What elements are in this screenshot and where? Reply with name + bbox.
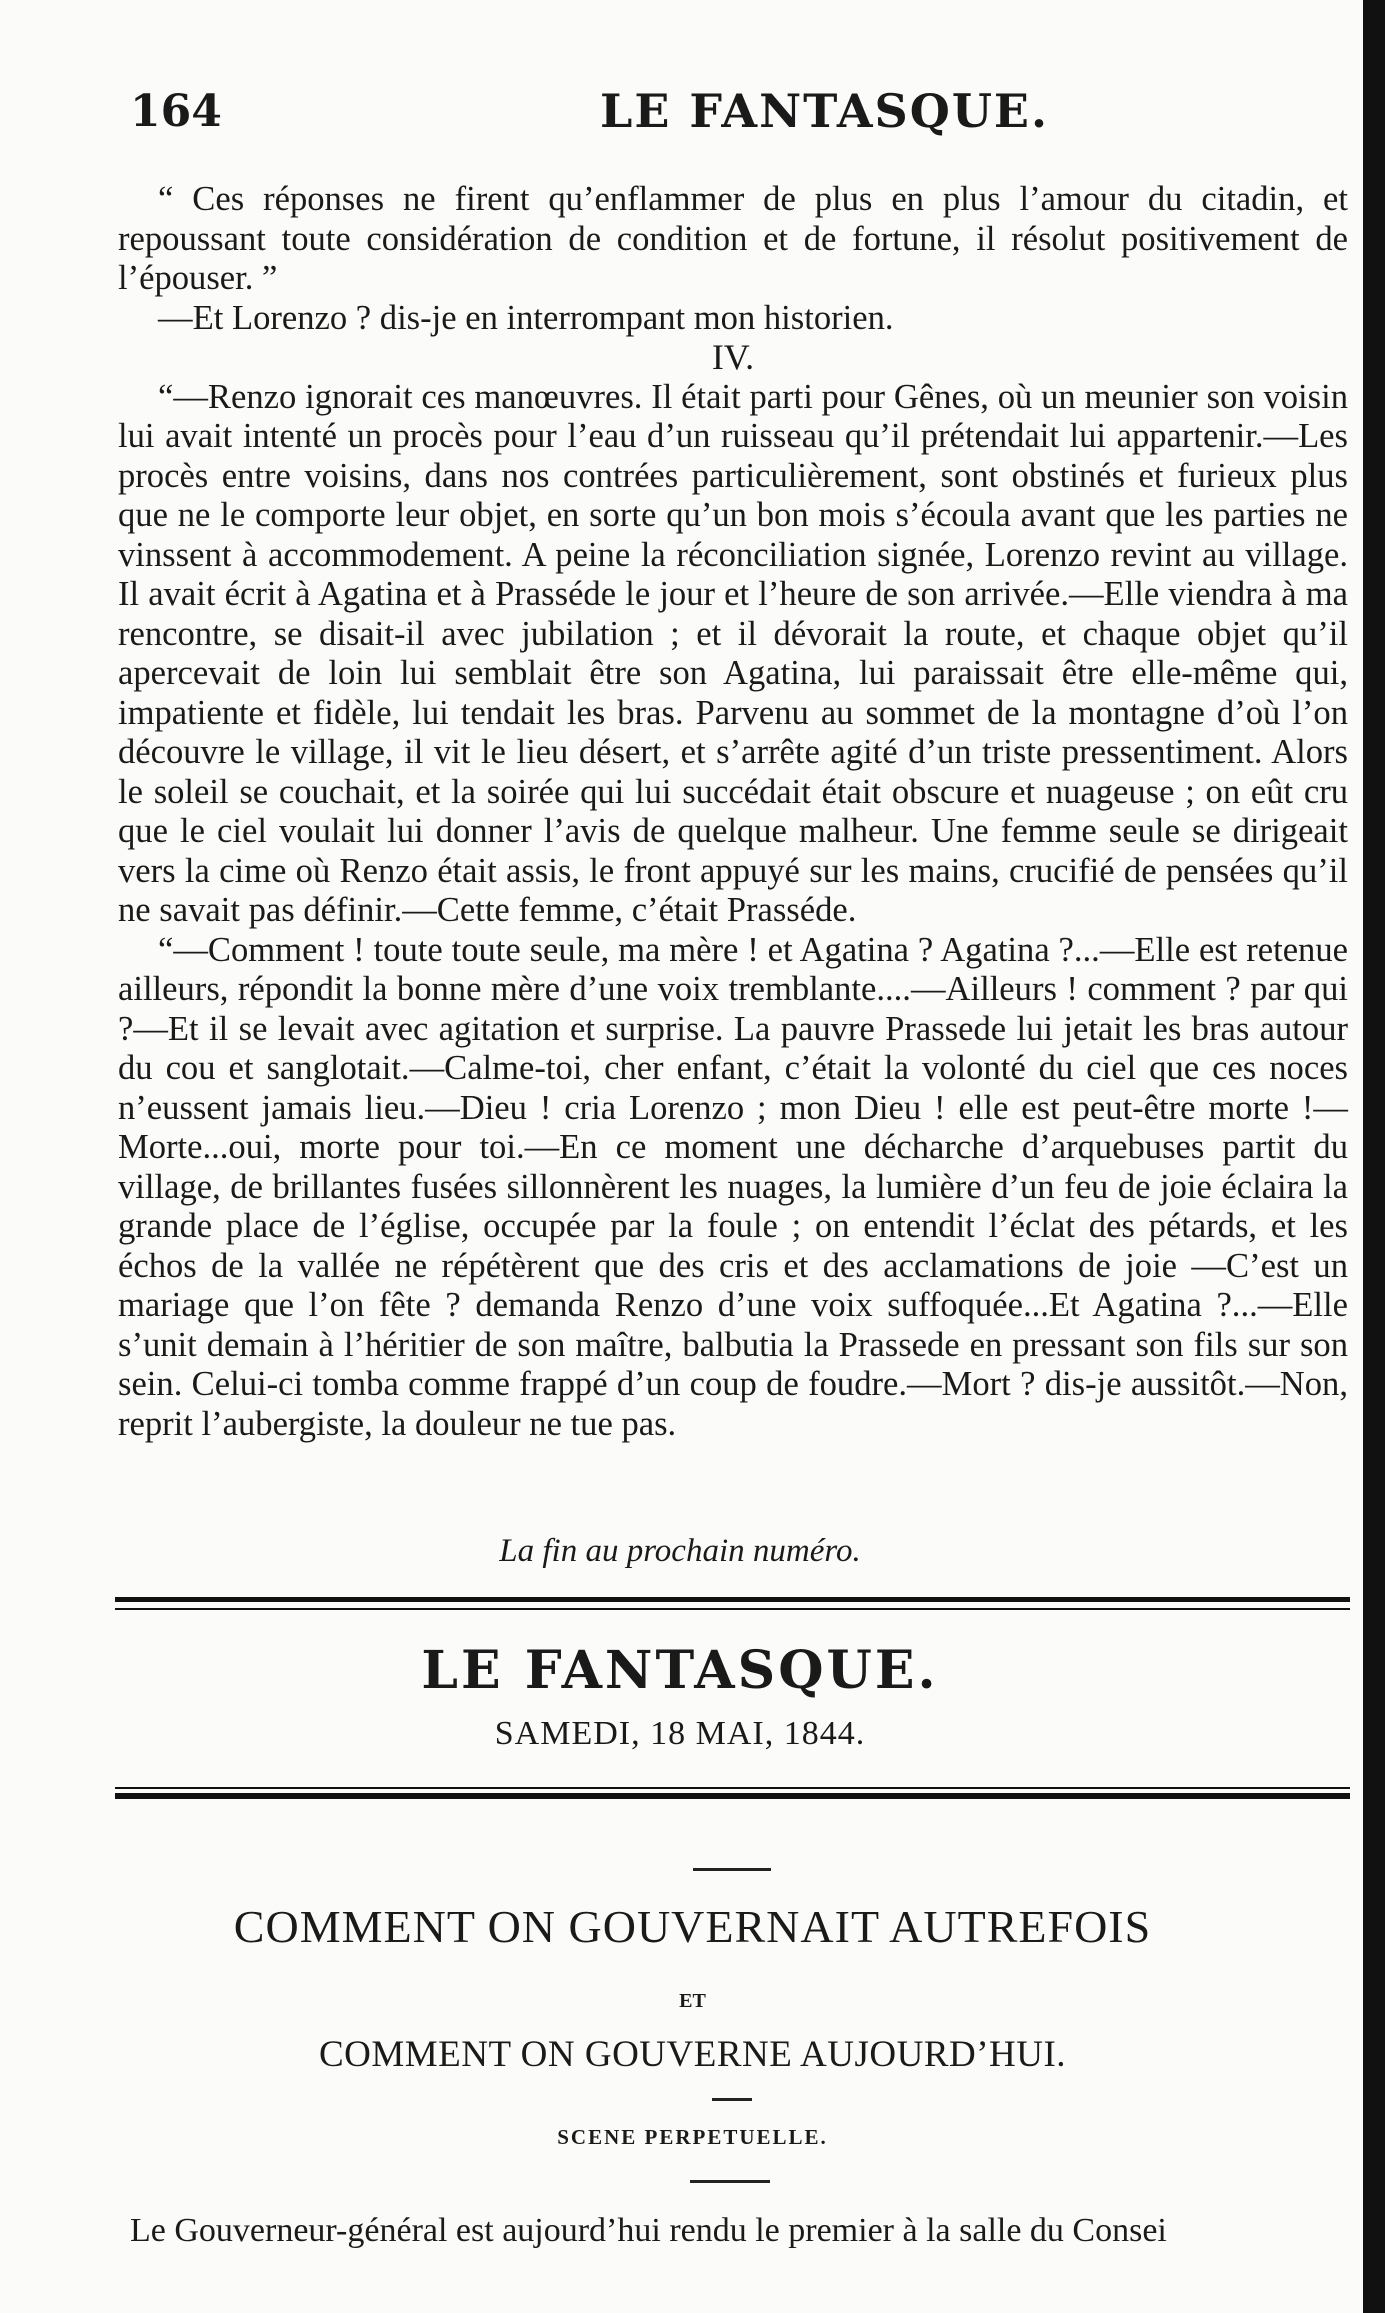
article-title-line-2: COMMENT ON GOUVERNE AUJOURD’HUI.	[318, 2034, 1067, 2075]
double-rule-bottom-thin	[115, 1787, 1350, 1789]
story-paragraph: —Et Lorenzo ? dis-je en interrompant mon historien.	[158, 298, 894, 337]
short-rule	[693, 1868, 771, 1871]
running-title: LE FANTASQUE.	[600, 84, 1050, 138]
double-rule-top	[115, 1597, 1350, 1602]
masthead-date: SAMEDI, 18 MAI, 1844.	[494, 1715, 866, 1752]
page-edge	[1363, 0, 1385, 2313]
double-rule-top-thin	[115, 1608, 1350, 1610]
double-rule-bottom	[115, 1793, 1350, 1799]
short-rule	[712, 2098, 752, 2101]
story-paragraph: “—Comment ! toute toute seule, ma mère ! et Agatina ? Agatina ?...—Elle est retenue ailleurs, répondit la bonne mère d’une voix tremblante....—Ailleurs ! comment ? par qui ?—Et il se levait avec agitation et surprise. La pauvre Prassede lui jetait les bras autour du cou et sanglotait.—Calme-toi, cher enfant, c’était la volonté du ciel que ces noces n’eussent jamais lieu.—Dieu ! cria Lorenzo ; mon Dieu ! elle est peut-être morte !—Morte...oui, morte pour toi.—En ce moment une décharche d’arquebuses partit du village, de brillantes fusées sillonnèrent les nuages, la lumière d’un feu de joie éclaira la grande place de l’église, occupée par la foule ; on entendit l’éclat des pétards, et les échos de la vallée ne répétèrent que des cris et des acclamations de joie —C’est un mariage que l’on fête ? demanda Renzo d’une voix suffoquée...Et Agatina ?...—Elle s’unit demain à l’héritier de son maître, balbutia la Prassede en pressant son fils sur son sein. Celui-ci tomba comme frappé d’un coup de foudre.—Mort ? dis-je aussitôt.—Non, reprit l’aubergiste, la douleur ne tue pas.	[118, 930, 1348, 1443]
story-text	[118, 180, 1348, 1444]
story-paragraph: “ Ces réponses ne firent qu’enflammer de plus en plus l’amour du citadin, et repoussant toute considération de condition et de fortune, il résolut positivement de l’épouser. ”	[118, 180, 1348, 297]
story-paragraph: “—Renzo ignorait ces manœuvres. Il était parti pour Gênes, où un meunier son voisin lui avait intenté un procès pour l’eau d’un ruisseau qu’il prétendait lui appartenir.—Les procès entre voisins, dans nos contrées particulièrement, sont obstinés et furieux plus que ne le comporte leur objet, en sorte qu’un bon mois s’écoula avant que les parties ne vinssent à accommodement. A peine la réconciliation signée, Lorenzo revint au village. Il avait écrit à Agatina et à Prasséde le jour et l’heure de son arrivée.—Elle viendra à ma rencontre, se disait-il avec jubilation ; et il dévorait la route, et chaque objet qu’il apercevait de loin lui semblait être son Agatina, lui paraissait être elle-même qui, impatiente et fidèle, lui tendait les bras. Parvenu au sommet de la montagne d’où l’on découvre le village, il vit le lieu désert, et s’arrête agité d’un triste pressentiment. Alors le soleil se couchait, et la soirée qui lui succédait était obscure et nuageuse ; on eût cru que le ciel voulait lui donner l’avis de quelque malheur. Une femme seule se dirigeait vers la cime où Renzo était assis, le front appuyé sur les mains, crucifié de pensées qu’il ne savait pas définir.—Cette femme, c’était Prasséde.	[118, 377, 1348, 929]
page-header	[130, 78, 1350, 148]
short-rule	[690, 2180, 770, 2183]
masthead-title: LE FANTASQUE.	[421, 1640, 939, 1701]
page-number: 164	[130, 86, 222, 137]
article-title-conjunction: ET	[679, 1990, 706, 2012]
continuation-note: La fin au prochain numéro.	[499, 1533, 861, 1569]
section-number: IV.	[711, 337, 755, 377]
article-title-line-1: COMMENT ON GOUVERNAIT AUTREFOIS	[233, 1901, 1152, 1952]
article-first-line: Le Gouverneur-général est aujourd’hui rendu le premier à la salle du Consei	[130, 2212, 1167, 2249]
article-subtitle: SCENE PERPETUELLE.	[557, 2125, 828, 2149]
